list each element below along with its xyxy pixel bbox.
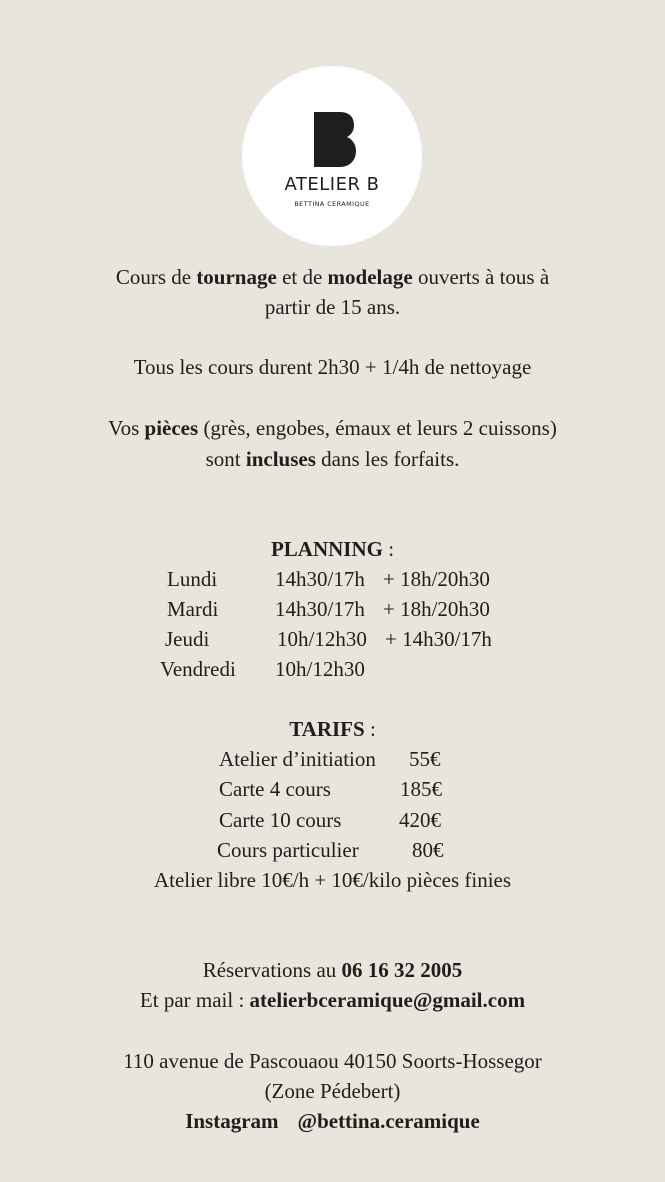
tarif-price: 185€ (400, 777, 442, 801)
atelier-b-logo (242, 66, 422, 246)
tarif-price: 420€ (399, 808, 441, 832)
planning-slot-1: 10h/12h30 (275, 657, 365, 681)
letter-b-logo-icon (314, 112, 356, 167)
pieces-line-2: sont incluses dans les forfaits. (205, 447, 460, 471)
tarif-price: 80€ (412, 838, 444, 862)
planning-day: Mardi (167, 597, 219, 621)
phone-link[interactable]: 06 16 32 2005 (341, 958, 463, 982)
instagram-handle-link[interactable]: @bettina.ceramique (297, 1109, 480, 1133)
planning-slot-1: 14h30/17h (275, 567, 365, 591)
planning-day: Vendredi (160, 657, 236, 681)
planning-day: Lundi (167, 567, 218, 591)
instagram-label: Instagram (185, 1109, 279, 1133)
atelier-libre-text: Atelier libre 10€/h + 10€/kilo pièces finies (153, 868, 512, 892)
planning-heading: PLANNING : (270, 537, 395, 561)
email-link[interactable]: atelierbceramique@gmail.com (249, 988, 526, 1012)
planning-slot-2: + 18h/20h30 (383, 567, 490, 591)
intro-line-2: partir de 15 ans. (264, 295, 401, 319)
pieces-line-1: Vos pièces (grès, engobes, émaux et leurs 2 cuissons) (108, 416, 557, 440)
planning-day: Jeudi (165, 627, 210, 651)
phone-line: Réservations au 06 16 32 2005 (202, 958, 463, 982)
tarifs-heading: TARIFS : (289, 717, 376, 741)
intro-line-1: Cours de tournage et de modelage ouverts à tous à (115, 265, 550, 289)
planning-slot-1: 14h30/17h (275, 597, 365, 621)
tarif-label: Cours particulier (217, 838, 359, 862)
planning-slot-1: 10h/12h30 (277, 627, 367, 651)
address-text: 110 avenue de Pascouaou 40150 Soorts-Hossegor (123, 1049, 542, 1073)
planning-slot-2: + 18h/20h30 (383, 597, 490, 621)
duration-text: Tous les cours durent 2h30 + 1/4h de nettoyage (133, 355, 532, 379)
instagram-line (0, 1106, 665, 1136)
logo-subtitle: BETTINA CERAMIQUE (294, 200, 370, 208)
tarif-price: 55€ (409, 747, 441, 771)
tarif-label: Carte 10 cours (219, 808, 342, 832)
tarif-label: Carte 4 cours (219, 777, 331, 801)
tarif-label: Atelier d’initiation (219, 747, 376, 771)
zone-text: (Zone Pédebert) (264, 1079, 401, 1103)
mail-line: Et par mail : atelierbceramique@gmail.com (139, 988, 526, 1012)
planning-slot-2: + 14h30/17h (385, 627, 492, 651)
logo-title: ATELIER B (284, 174, 380, 195)
